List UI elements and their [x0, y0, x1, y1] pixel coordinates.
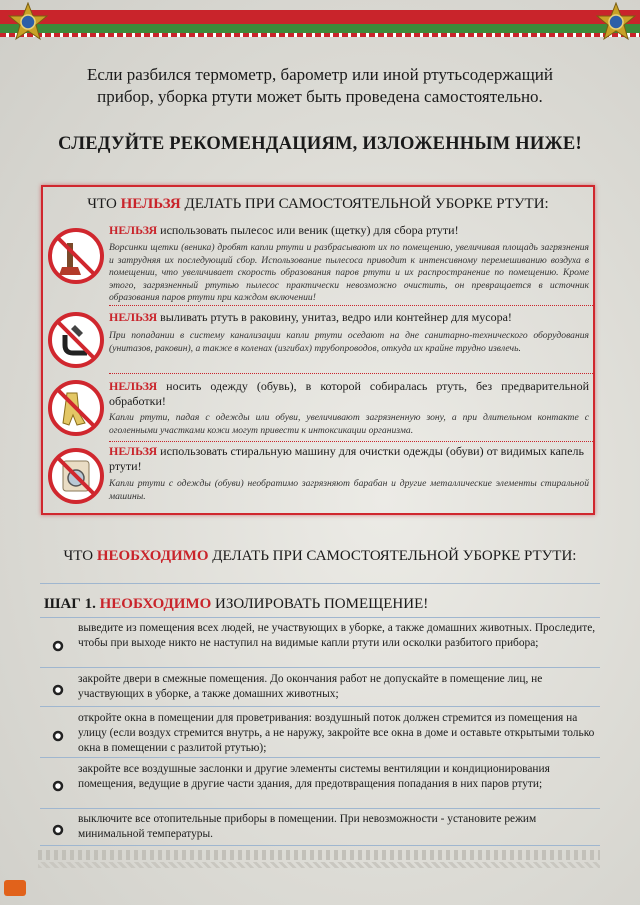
step-item: закройте двери в смежные помещения. До окончания работ не допускайте в помещение лиц, не участвующих в уборке, а также домашних животных;	[78, 673, 543, 700]
bullet-ring-icon	[52, 640, 64, 652]
no-contaminated-clothes-icon	[47, 379, 105, 437]
forbidden-item-main	[109, 379, 589, 409]
no-vacuum-broom-icon	[47, 227, 105, 285]
step-item: выключите все отопительные приборы в помещении. При невозможности - установите режим минимальной температуры.	[78, 813, 537, 840]
item-rule	[40, 757, 600, 758]
item-divider	[109, 441, 593, 442]
forbidden-item-note: При попадании в систему канализации капли ртути оседают на дне санитарно-технического оборудования (унитазов, раковин), а также в коленах (изгибах) трубопроводов, откуда их крайне трудно извлечь.	[109, 330, 589, 354]
step-item: выведите из помещения всех людей, не участвующих в уборке, а также домашних животных. Проследите, чтобы при выходе никто не наступил на видимые капли ртути или осколки разбитого прибора;	[78, 622, 596, 649]
flag-ornament-band	[0, 33, 640, 37]
step-1-label: ШАГ 1.	[44, 596, 100, 612]
item-divider	[109, 305, 593, 306]
emergency-ministry-emblem-icon	[594, 2, 638, 42]
step-1-highlight: НЕОБХОДИМО	[99, 596, 212, 612]
forbidden-item-text: выливать ртуть в раковину, унитаз, ведро или контейнер для мусора!	[157, 310, 512, 324]
forbidden-item-red: НЕЛЬЗЯ	[109, 379, 158, 393]
step-1-heading	[44, 596, 428, 613]
header-flag-stripe	[0, 0, 640, 40]
forbidden-title-highlight: НЕЛЬЗЯ	[120, 196, 181, 212]
item-rule	[40, 667, 600, 668]
forbidden-item-main	[109, 310, 589, 325]
required-title	[20, 548, 620, 565]
bullet-ring-icon	[52, 824, 64, 836]
no-washing-machine-icon	[47, 447, 105, 505]
forbidden-item-main	[109, 444, 589, 474]
follow-heading: СЛЕДУЙТЕ РЕКОМЕНДАЦИЯМ, ИЗЛОЖЕННЫМ НИЖЕ!	[58, 134, 582, 154]
forbidden-actions-box	[41, 185, 595, 515]
forbidden-title	[43, 196, 593, 213]
item-divider	[109, 373, 593, 374]
forbidden-item-main	[109, 223, 589, 238]
emergency-ministry-emblem-icon	[6, 2, 50, 42]
step-item: закройте все воздушные заслонки и другие элементы системы вентиляции и кондиционирования помещения, ведущие в другие части здания, для предотвращения попадания в них паров ртути;	[78, 763, 550, 790]
forbidden-item-red: НЕЛЬЗЯ	[109, 310, 158, 324]
required-title-prefix: ЧТО	[63, 548, 97, 564]
forbidden-item-text: носить одежду (обувь), в которой собиралась ртуть, без предварительной обработки!	[109, 379, 589, 408]
forbidden-item-text: использовать пылесос или веник (щетку) для сбора ртути!	[157, 223, 459, 237]
intro-line: Если разбился термометр, барометр или иной ртутьсодержащий	[87, 65, 553, 84]
bullet-ring-icon	[52, 684, 64, 696]
forbidden-title-prefix: ЧТО	[87, 196, 121, 212]
bottom-ornament	[38, 862, 600, 868]
required-title-highlight: НЕОБХОДИМО	[96, 548, 209, 564]
flag-green-band	[0, 24, 640, 33]
required-title-suffix: ДЕЛАТЬ ПРИ САМОСТОЯТЕЛЬНОЙ УБОРКЕ РТУТИ:	[208, 548, 577, 564]
step-item: откройте окна в помещении для проветривания: воздушный поток должен стремится из помещения на улицу (если воздух стремится внутрь, а не наружу, закройте все окна в доме и оставьте открытыми только окна в помещении с разлитой ртутью);	[78, 712, 595, 754]
step-1-rest: ИЗОЛИРОВАТЬ ПОМЕЩЕНИЕ!	[211, 596, 429, 612]
intro-text	[40, 64, 600, 108]
no-drain-pouring-icon	[47, 311, 105, 369]
flag-red-band	[0, 10, 640, 24]
forbidden-item-note: Капли ртути, падая с одежды или обуви, увеличивают загрязненную зону, а при длительном контакте с оголенными участками кожи могут привести к интоксикации организма.	[109, 412, 589, 436]
forbidden-title-suffix: ДЕЛАТЬ ПРИ САМОСТОЯТЕЛЬНОЙ УБОРКЕ РТУТИ:	[180, 196, 549, 212]
item-rule	[40, 706, 600, 707]
bottom-ornament	[38, 850, 600, 860]
forbidden-item-red: НЕЛЬЗЯ	[109, 444, 158, 458]
item-rule	[40, 808, 600, 809]
corner-logo-icon	[4, 880, 26, 896]
section-rule	[40, 617, 600, 618]
forbidden-item-note: Капли ртути с одежды (обуви) необратимо загрязняют барабан и другие металлические элементы стиральной машины.	[109, 478, 589, 502]
bullet-ring-icon	[52, 780, 64, 792]
bullet-ring-icon	[52, 730, 64, 742]
section-rule	[40, 583, 600, 584]
forbidden-item-red: НЕЛЬЗЯ	[109, 223, 158, 237]
forbidden-item-note: Ворсинки щетки (веника) дробят капли ртути и разбрасывают их по помещению, увеличивая площадь загрязнения и затрудняя их последующий сбор. Использование пылесоса приводит к интенсивному перемешиванию воздуха в помещении, что увеличивает скорость образования паров ртути и их распространение по помещению. Кроме этого, загрязненный ртутью пылесос практически невозможно очистить, он превращается в источник образования паров ртути при каждом включении!	[109, 242, 589, 303]
item-rule	[40, 845, 600, 846]
intro-line: прибор, уборка ртути может быть проведена самостоятельно.	[97, 87, 543, 106]
forbidden-item-text: использовать стиральную машину для очистки одежды (обуви) от видимых капель ртути!	[109, 444, 584, 473]
